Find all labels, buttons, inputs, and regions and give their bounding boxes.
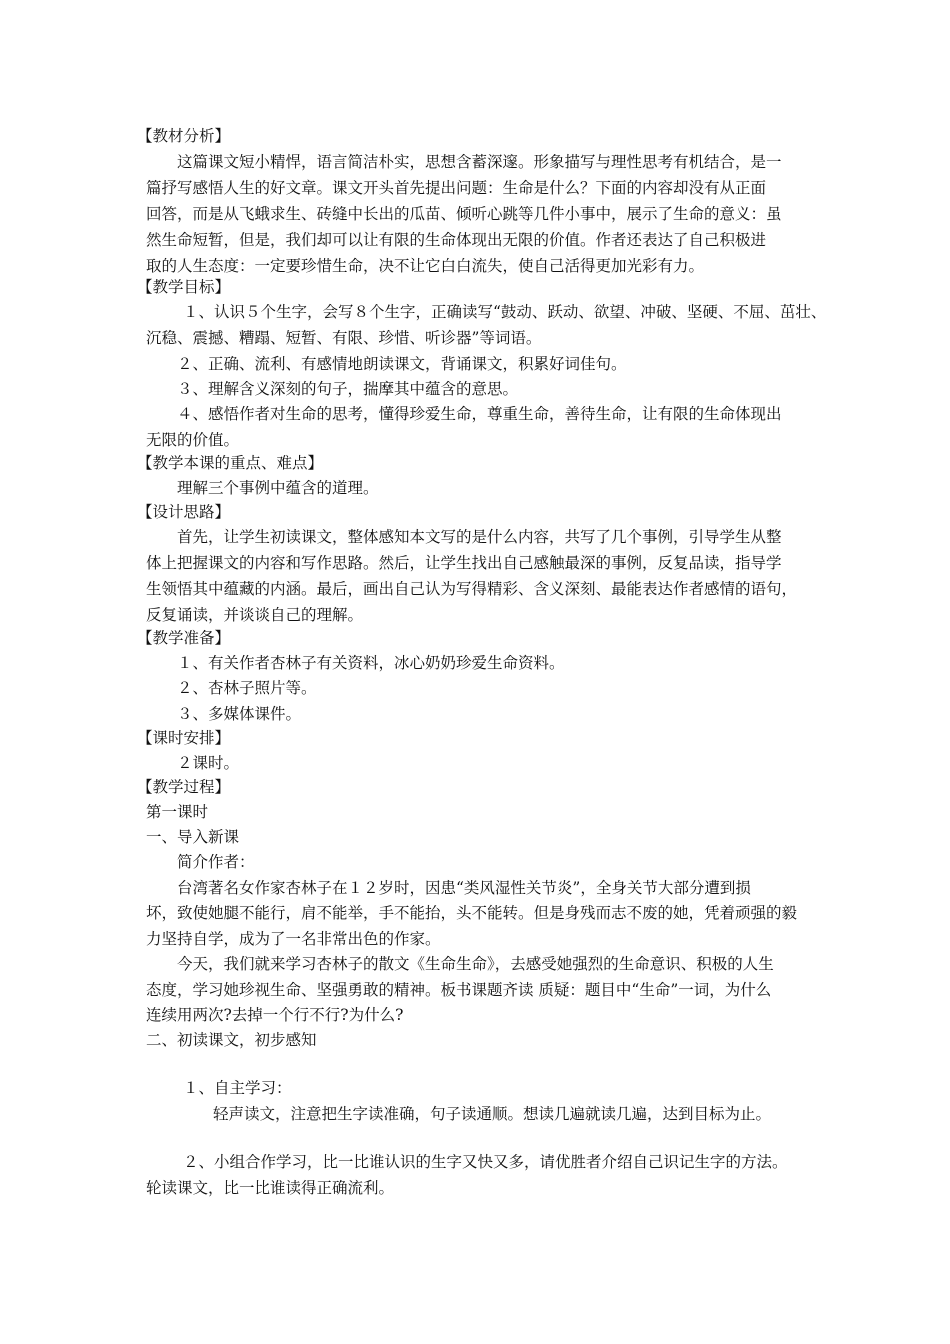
paragraph-line: 力坚持自学，成为了一名非常出色的作家。 <box>146 930 441 948</box>
paragraph-line: 简介作者： <box>177 853 255 871</box>
paragraph-line: 体上把握课文的内容和写作思路。然后，让学生找出自己感触最深的事例，反复品读，指导学 <box>146 554 782 572</box>
section-title: 一、导入新课 <box>146 828 240 846</box>
paragraph-line: 篇抒写感悟人生的好文章。课文开头首先提出问题：生命是什么？下面的内容却没有从正面 <box>146 179 767 197</box>
paragraph-line: 回答，而是从飞蛾求生、砖缝中长出的瓜苗、倾听心跳等几件小事中，展示了生命的意义：虽 <box>146 205 782 223</box>
goal-item: １、认识５个生字，会写８个生字，正确读写“鼓动、跃动、欲望、冲破、坚硬、不屈、茁壮、 <box>183 303 827 321</box>
step-item: ２、小组合作学习，比一比谁认识的生字又快又多，请优胜者介绍自己识记生字的方法。 <box>183 1153 788 1171</box>
paragraph-line: 台湾著名女作家杏林子在１２岁时，因患“类风湿性关节炎”，全身关节大部分遭到损 <box>177 879 751 897</box>
paragraph-line: 轻声读文，注意把生字读准确，句子读通顺。想读几遍就读几遍，达到目标为止。 <box>213 1105 772 1123</box>
paragraph-line: ２课时。 <box>177 754 240 772</box>
prep-item: １、有关作者杏林子有关资料，冰心奶奶珍爱生命资料。 <box>177 654 565 672</box>
paragraph-line: 理解三个事例中蕴含的道理。 <box>177 479 379 497</box>
goal-item: ２、正确、流利、有感情地朗读课文，背诵课文，积累好词佳句。 <box>177 355 627 373</box>
paragraph-line: 这篇课文短小精悍，语言简洁朴实，思想含蓄深邃。形象描写与理性思考有机结合，是一 <box>177 153 782 171</box>
heading-teaching-process: 【教学过程】 <box>137 778 231 796</box>
section-title: 二、初读课文，初步感知 <box>146 1031 317 1049</box>
goal-item: ３、理解含义深刻的句子，揣摩其中蕴含的意思。 <box>177 380 519 398</box>
paragraph-line: 首先，让学生初读课文，整体感知本文写的是什么内容，共写了几个事例，引导学生从整 <box>177 528 782 546</box>
paragraph-line: 今天，我们就来学习杏林子的散文《生命生命》，去感受她强烈的生命意识、积极的人生 <box>177 955 774 973</box>
paragraph-line: 轮读课文，比一比谁读得正确流利。 <box>146 1179 395 1197</box>
paragraph-line: 坏，致使她腿不能行，肩不能举，手不能抬，头不能转。但是身残而志不废的她，凭着顽强的毅 <box>146 904 798 922</box>
heading-material-analysis: 【教材分析】 <box>137 127 231 145</box>
prep-item: ３、多媒体课件。 <box>177 705 302 723</box>
heading-schedule: 【课时安排】 <box>137 729 231 747</box>
heading-design-ideas: 【设计思路】 <box>137 503 231 521</box>
paragraph-line: 然生命短暂，但是，我们却可以让有限的生命体现出无限的价值。作者还表达了自己积极进 <box>146 231 767 249</box>
paragraph-line: 态度，学习她珍视生命、坚强勇敢的精神。板书课题齐读 质疑：题目中“生命”一词，为什么 <box>146 981 772 999</box>
step-item: １、自主学习： <box>183 1079 292 1097</box>
paragraph-line: 连续用两次?去掉一个行不行?为什么? <box>146 1006 404 1024</box>
heading-teaching-goals: 【教学目标】 <box>137 278 231 296</box>
goal-item: ４、感悟作者对生命的思考，懂得珍爱生命，尊重生命，善待生命，让有限的生命体现出 <box>177 405 782 423</box>
paragraph-line: 取的人生态度：一定要珍惜生命，决不让它白白流失，使自己活得更加光彩有力。 <box>146 257 705 275</box>
lesson-title: 第一课时 <box>146 803 209 821</box>
goal-item-continued: 无限的价值。 <box>146 431 240 449</box>
paragraph-line: 生领悟其中蕴藏的内涵。最后，画出自己认为写得精彩、含义深刻、最能表达作者感情的语句， <box>146 580 798 598</box>
prep-item: ２、杏林子照片等。 <box>177 679 317 697</box>
goal-item-continued: 沉稳、震撼、糟蹋、短暂、有限、珍惜、听诊器”等词语。 <box>146 329 542 347</box>
paragraph-line: 反复诵读，并谈谈自己的理解。 <box>146 606 364 624</box>
heading-preparation: 【教学准备】 <box>137 629 231 647</box>
heading-key-points: 【教学本课的重点、难点】 <box>137 454 324 472</box>
